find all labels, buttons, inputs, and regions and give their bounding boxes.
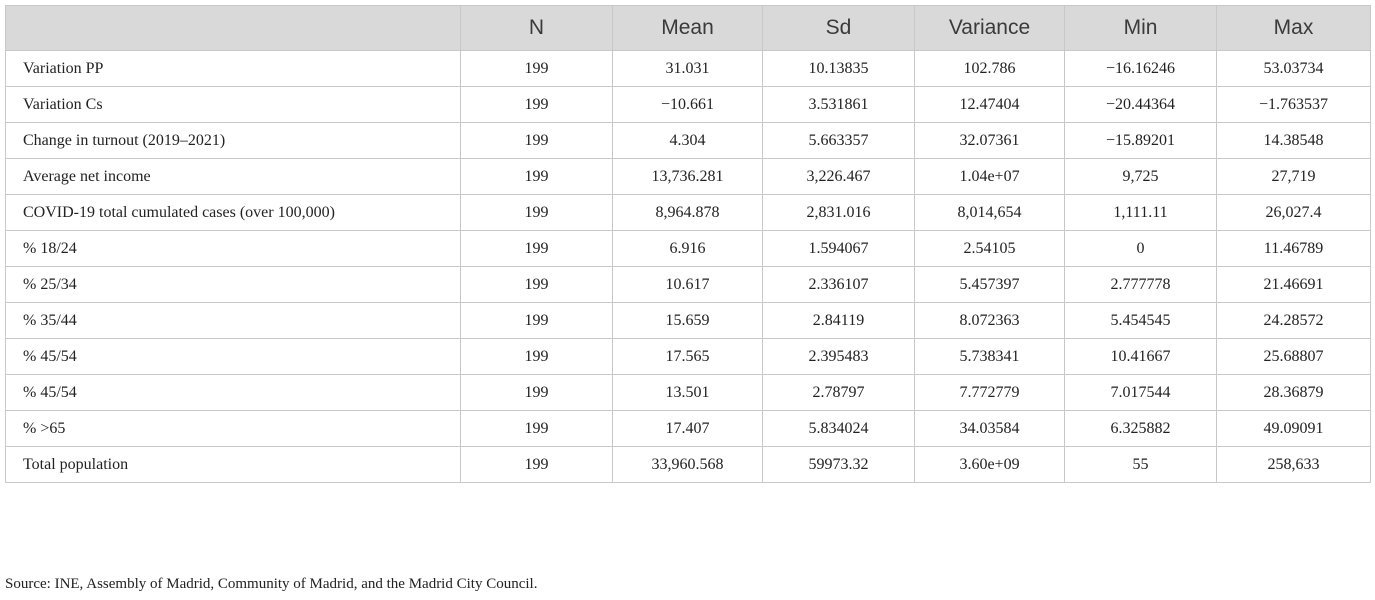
row-label: % 35/44 (6, 303, 461, 339)
row-label: Variation Cs (6, 87, 461, 123)
cell-variance: 8,014,654 (915, 195, 1065, 231)
cell-sd: 5.663357 (763, 123, 915, 159)
row-label: COVID-19 total cumulated cases (over 100,000) (6, 195, 461, 231)
cell-max: 27,719 (1217, 159, 1371, 195)
table-row (6, 123, 1371, 159)
cell-max: 11.46789 (1217, 231, 1371, 267)
cell-sd: 2.395483 (763, 339, 915, 375)
cell-sd: 3.531861 (763, 87, 915, 123)
cell-max: 21.46691 (1217, 267, 1371, 303)
cell-n: 199 (461, 195, 613, 231)
cell-min: 55 (1065, 447, 1217, 483)
cell-sd: 2.336107 (763, 267, 915, 303)
cell-n: 199 (461, 87, 613, 123)
cell-n: 199 (461, 123, 613, 159)
row-label: % 25/34 (6, 267, 461, 303)
cell-variance: 8.072363 (915, 303, 1065, 339)
cell-max: 28.36879 (1217, 375, 1371, 411)
table-row (6, 375, 1371, 411)
cell-min: 5.454545 (1065, 303, 1217, 339)
row-label: Total population (6, 447, 461, 483)
cell-max: −1.763537 (1217, 87, 1371, 123)
cell-min: 9,725 (1065, 159, 1217, 195)
row-label: % >65 (6, 411, 461, 447)
cell-variance: 12.47404 (915, 87, 1065, 123)
row-label: Variation PP (6, 51, 461, 87)
cell-n: 199 (461, 159, 613, 195)
row-label: Average net income (6, 159, 461, 195)
cell-max: 258,633 (1217, 447, 1371, 483)
descriptive-statistics-table (5, 5, 1371, 483)
cell-mean: 13,736.281 (613, 159, 763, 195)
table-body (6, 51, 1371, 483)
cell-min: −20.44364 (1065, 87, 1217, 123)
row-label: % 45/54 (6, 339, 461, 375)
cell-variance: 2.54105 (915, 231, 1065, 267)
table-row (6, 195, 1371, 231)
cell-sd: 5.834024 (763, 411, 915, 447)
cell-n: 199 (461, 411, 613, 447)
row-label: % 18/24 (6, 231, 461, 267)
cell-mean: 33,960.568 (613, 447, 763, 483)
cell-sd: 10.13835 (763, 51, 915, 87)
cell-sd: 1.594067 (763, 231, 915, 267)
header-n: N (461, 6, 613, 51)
cell-min: −15.89201 (1065, 123, 1217, 159)
table-row (6, 447, 1371, 483)
row-label: % 45/54 (6, 375, 461, 411)
cell-max: 24.28572 (1217, 303, 1371, 339)
table-row (6, 159, 1371, 195)
cell-variance: 5.738341 (915, 339, 1065, 375)
table-row (6, 303, 1371, 339)
cell-n: 199 (461, 339, 613, 375)
table-row (6, 411, 1371, 447)
cell-variance: 32.07361 (915, 123, 1065, 159)
cell-max: 25.68807 (1217, 339, 1371, 375)
cell-variance: 102.786 (915, 51, 1065, 87)
cell-n: 199 (461, 447, 613, 483)
cell-min: 1,111.11 (1065, 195, 1217, 231)
cell-mean: 6.916 (613, 231, 763, 267)
source-note: Source: INE, Assembly of Madrid, Community of Madrid, and the Madrid City Council. (5, 576, 538, 592)
cell-sd: 59973.32 (763, 447, 915, 483)
cell-min: 10.41667 (1065, 339, 1217, 375)
header-sd: Sd (763, 6, 915, 51)
cell-sd: 2.84119 (763, 303, 915, 339)
cell-mean: 8,964.878 (613, 195, 763, 231)
cell-variance: 34.03584 (915, 411, 1065, 447)
header-variable (6, 6, 461, 51)
cell-mean: −10.661 (613, 87, 763, 123)
cell-n: 199 (461, 231, 613, 267)
cell-n: 199 (461, 51, 613, 87)
header-variance: Variance (915, 6, 1065, 51)
cell-mean: 15.659 (613, 303, 763, 339)
cell-variance: 5.457397 (915, 267, 1065, 303)
cell-sd: 3,226.467 (763, 159, 915, 195)
cell-mean: 17.407 (613, 411, 763, 447)
cell-min: 6.325882 (1065, 411, 1217, 447)
table-header-row (6, 6, 1371, 51)
table-row (6, 87, 1371, 123)
cell-max: 53.03734 (1217, 51, 1371, 87)
cell-max: 26,027.4 (1217, 195, 1371, 231)
row-label: Change in turnout (2019–2021) (6, 123, 461, 159)
cell-variance: 1.04e+07 (915, 159, 1065, 195)
cell-mean: 31.031 (613, 51, 763, 87)
table-row (6, 267, 1371, 303)
table-row (6, 339, 1371, 375)
header-max: Max (1217, 6, 1371, 51)
cell-mean: 17.565 (613, 339, 763, 375)
cell-mean: 10.617 (613, 267, 763, 303)
cell-sd: 2.78797 (763, 375, 915, 411)
cell-mean: 4.304 (613, 123, 763, 159)
cell-variance: 3.60e+09 (915, 447, 1065, 483)
cell-max: 49.09091 (1217, 411, 1371, 447)
cell-n: 199 (461, 267, 613, 303)
cell-n: 199 (461, 375, 613, 411)
cell-sd: 2,831.016 (763, 195, 915, 231)
cell-n: 199 (461, 303, 613, 339)
cell-min: 2.777778 (1065, 267, 1217, 303)
cell-max: 14.38548 (1217, 123, 1371, 159)
cell-min: −16.16246 (1065, 51, 1217, 87)
cell-variance: 7.772779 (915, 375, 1065, 411)
cell-mean: 13.501 (613, 375, 763, 411)
table-row (6, 51, 1371, 87)
cell-min: 0 (1065, 231, 1217, 267)
cell-min: 7.017544 (1065, 375, 1217, 411)
table-row (6, 231, 1371, 267)
header-mean: Mean (613, 6, 763, 51)
statistics-table-container (5, 5, 1370, 483)
header-min: Min (1065, 6, 1217, 51)
